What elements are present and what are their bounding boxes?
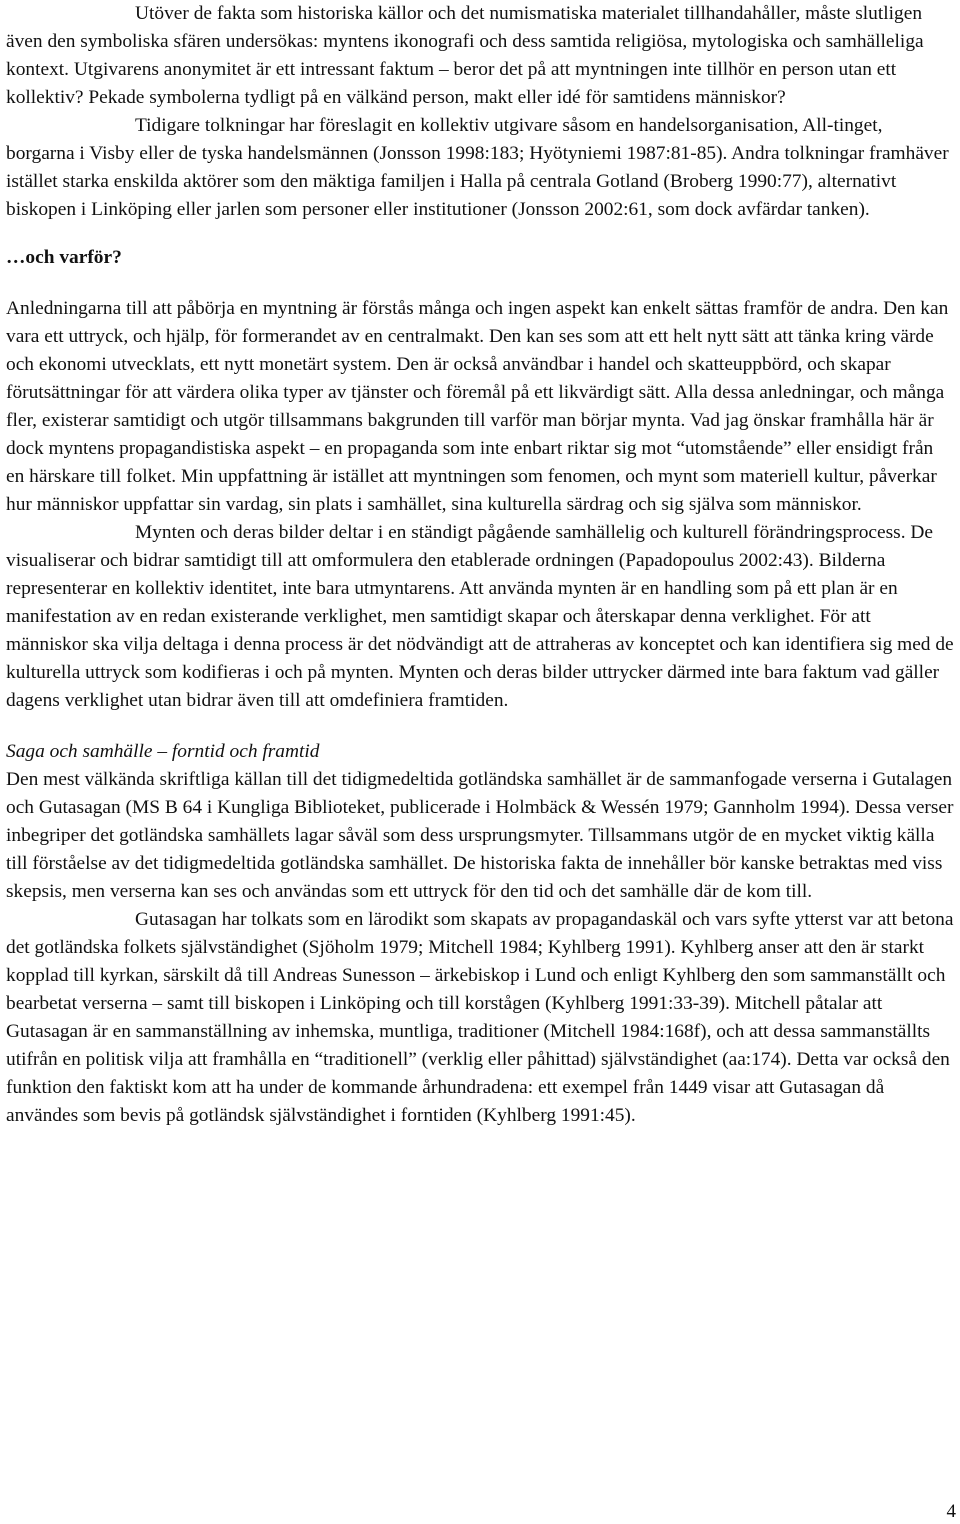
paragraph-gutalagen: Den mest välkända skriftliga källan till det tidigmedeltida gotländska samhället är de sammanfogade verserna i Gutalagen och Gutasagan (MS B 64 i Kungliga Biblioteket, publicerade i Holmbäck & Wessén 1979; Gannholm 1994). Dessa verser inbegriper det gotländska samhällets lagar såväl som dess ursprungsmyter. Tillsammans utgör de en mycket viktig källa till förståelse av det tidigmedeltida gotländska samhället. De historiska fakta de innehåller bör kanske betraktas med viss skepsis, men verserna kan ses och användas som ett uttryck för den tid och det samhälle där de kom till. bbox=[6, 769, 954, 902]
section-heading-saga: Saga och samhälle – forntid och framtid bbox=[6, 741, 320, 762]
paragraph-earlier-interpretations: Tidigare tolkningar har föreslagit en kollektiv utgivare såsom en handelsorganisation, All-tinget, borgarna i Visby eller de tyska handelsmännen (Jonsson 1998:183; Hyötyniemi 1987:81-85). Andra tolkningar framhäver istället starka enskilda aktörer som den mäktiga familjen i Halla på centrala Gotland (Broberg 1990:77), alternativt biskopen i Linköping eller jarlen som personer eller institutioner (Jonsson 2002:61, som dock avfärdar tanken). bbox=[6, 115, 949, 220]
paragraph-symbolic-sphere: Utöver de fakta som historiska källor och det numismatiska materialet tillhandahåller, måste slutligen även den symboliska sfären undersökas: myntens ikonografi och dess samtida religiösa, mytologiska och samhälleliga kontext. Utgivarens anonymitet är ett intressant faktum – beror det på att myntningen inte tillhör en person utan ett kollektiv? Pekade symbolerna tydligt på en välkänd person, makt eller idé för samtidens människor? bbox=[6, 3, 924, 108]
section-heading-why: …och varför? bbox=[6, 247, 122, 268]
page-number: 4 bbox=[946, 1501, 956, 1522]
paragraph-coins-and-images: Mynten och deras bilder deltar i en ständigt pågående samhällelig och kulturell förändringsprocess. De visualiserar och bidrar samtidigt till att omformulera den etablerade ordningen (Papadopoulus 2002:43). Bilderna representerar en kollektiv identitet, inte bara utmyntarens. Att använda mynten är en handling som på ett plan är en manifestation av en redan existerande verklighet, men samtidigt skapar och återskapar denna verklighet. För att människor ska vilja deltaga i denna process är det nödvändigt att de attraheras av konceptet och kan identifiera sig med de kulturella uttryck som kodifieras i och på mynten. Mynten och deras bilder uttrycker därmed inte bara faktum vad gäller dagens verklighet utan bidrar även till att omdefiniera framtiden. bbox=[6, 522, 954, 711]
paragraph-reasons-for-minting: Anledningarna till att påbörja en myntning är förstås många och ingen aspekt kan enkelt sättas framför de andra. Den kan vara ett uttryck, och hjälp, för formerandet av en centralmakt. Den kan ses som att ett helt nytt sätt att tänka kring värde och ekonomi utvecklats, ett nytt monetärt system. Den är också användbar i handel och skatteuppbörd, och skapar förutsättningar för att värdera olika typer av tjänster och föremål på ett likvärdigt sätt. Alla dessa anledningar, och många fler, existerar samtidigt och utgör tillsammans bakgrunden till varför man börjar mynta. Vad jag önskar framhålla här är dock myntens propagandistiska aspekt – en propaganda som inte enbart riktar sig mot “utomstående” eller ensidigt från en härskare till folket. Min uppfattning är istället att myntningen som fenomen, och mynt som materiell kultur, påverkar hur människor uppfattar sin vardag, sin plats i samhället, sina kulturella särdrag och sig själva som människor. bbox=[6, 298, 949, 515]
paragraph-gutasagan: Gutasagan har tolkats som en lärodikt som skapats av propagandaskäl och vars syfte ytterst var att betona det gotländska folkets självständighet (Sjöholm 1979; Mitchell 1984; Kyhlberg 1991). Kyhlberg anser att den är starkt kopplad till kyrkan, särskilt då till Andreas Sunesson – ärkebiskop i Lund och enligt Kyhlberg den som sammanställt och bearbetat verserna – samt till biskopen i Linköping och till korstågen (Kyhlberg 1991:33-39). Mitchell påtalar att Gutasagan är en sammanställning av inhemska, muntliga, traditioner (Mitchell 1984:168f), och att dessa sammanställts utifrån en politisk vilja att framhålla en “traditionell” (verklig eller påhittad) självständighet (aa:174). Detta var också den funktion den faktiskt kom att ha under de kommande århundradena: ett exempel från 1449 visar att Gutasagan då användes som bevis på gotländsk självständighet i forntiden (Kyhlberg 1991:45). bbox=[6, 909, 954, 1126]
document-page bbox=[6, 0, 954, 1130]
